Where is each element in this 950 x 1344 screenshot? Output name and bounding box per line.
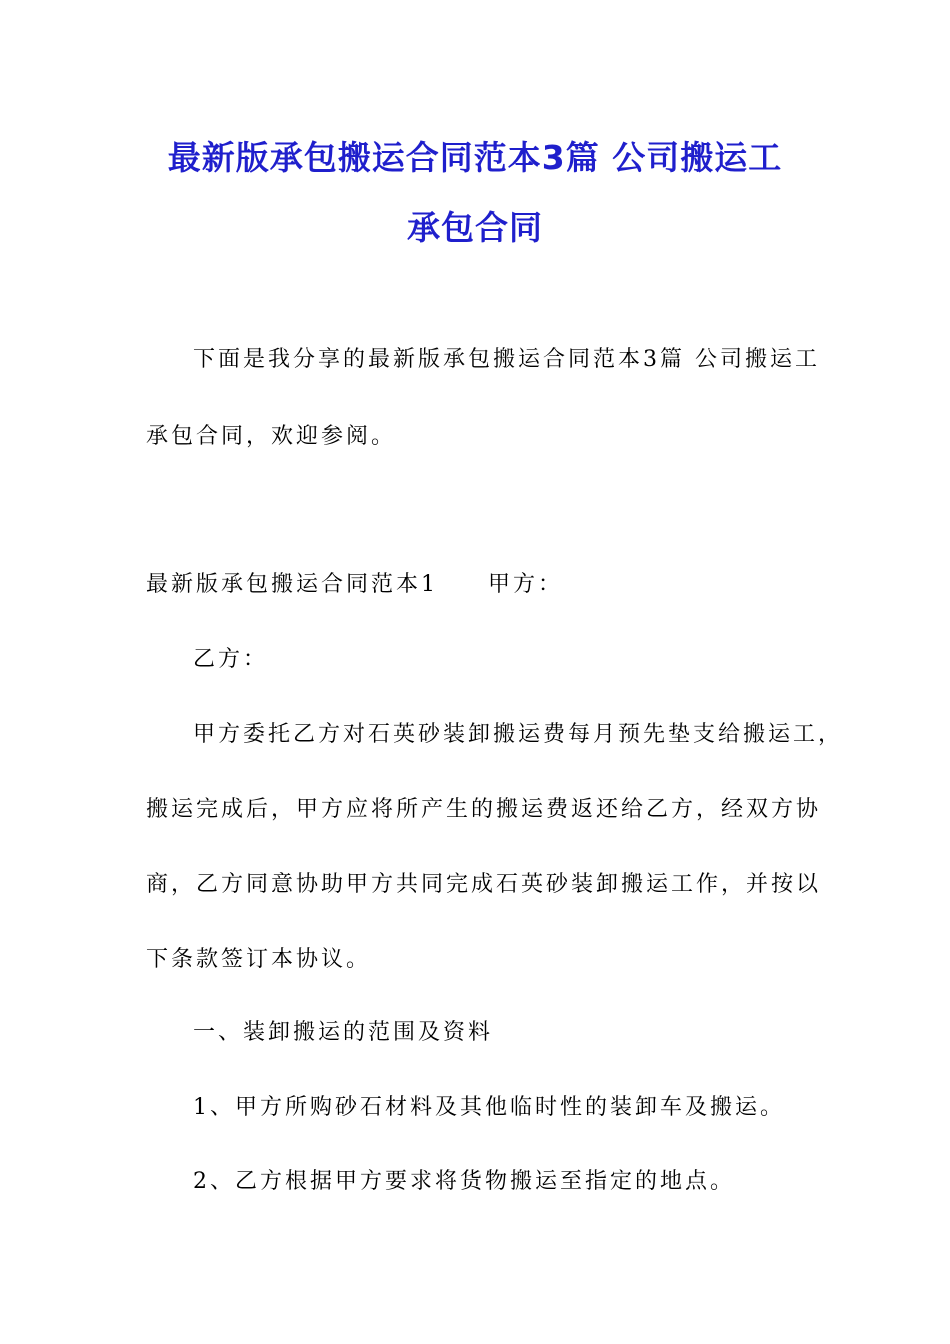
clause-1-heading: 一、装卸搬运的范围及资料 [193,1020,494,1045]
intro-line-1: 下面是我分享的最新版承包搬运合同范本3篇 公司搬运工 [193,347,820,372]
paragraph-1-line-1: 甲方委托乙方对石英砂装卸搬运费每月预先垫支给搬运工， [193,722,844,747]
document-title-line-2: 承包合同 [407,208,543,247]
paragraph-1-line-3: 商，乙方同意协助甲方共同完成石英砂装卸搬运工作，并按以 [146,872,822,897]
party-b-label: 乙方： [193,647,269,672]
document-title-line-1: 最新版承包搬运合同范本3篇 公司搬运工 [167,138,783,177]
intro-line-2: 承包合同，欢迎参阅。 [146,424,397,449]
section-heading: 最新版承包搬运合同范本1 [146,572,438,597]
paragraph-1-line-2: 搬运完成后，甲方应将所产生的搬运费返还给乙方，经双方协 [146,797,822,822]
paragraph-1-line-4: 下条款签订本协议。 [146,947,372,972]
party-a-label: 甲方： [488,572,564,597]
clause-1-item-2: 2、乙方根据甲方要求将货物搬运至指定的地点。 [193,1169,735,1194]
clause-1-item-1: 1、甲方所购砂石材料及其他临时性的装卸车及搬运。 [193,1095,785,1120]
section-heading-row [146,570,563,600]
